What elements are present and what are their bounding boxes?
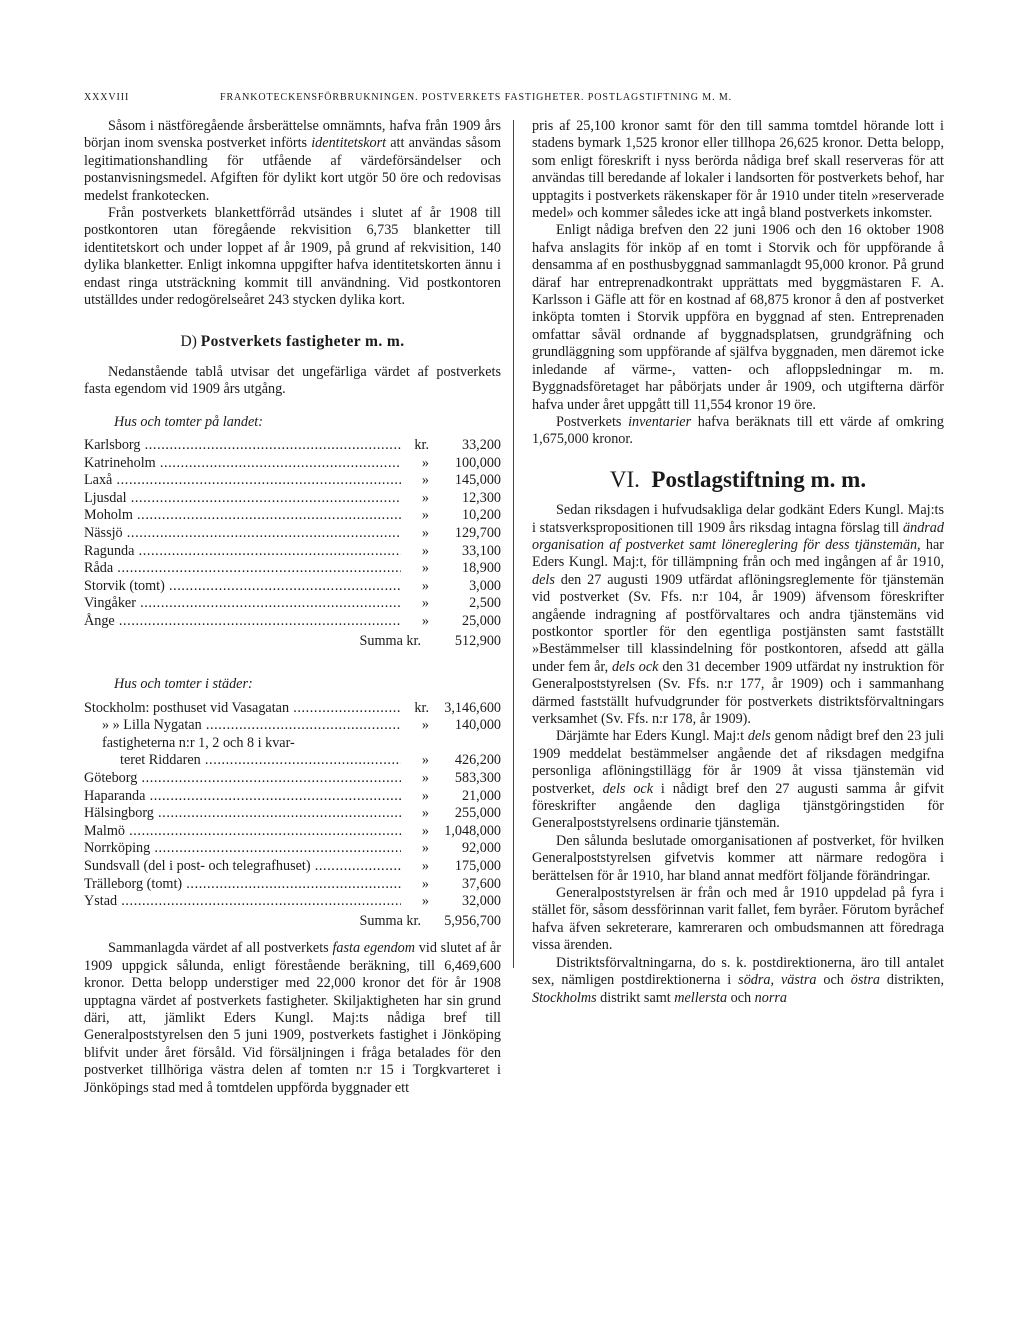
left-column [84, 118, 501, 1097]
property-value: 10,200 [461, 507, 501, 524]
urban-list-title: Hus och tomter i städer: [114, 676, 253, 693]
currency-unit: » [421, 805, 429, 822]
property-value: 3,000 [469, 577, 501, 594]
section-d-heading: D) Postverkets fastigheter m. m. [180, 333, 405, 351]
property-name: Katrineholm ..... [84, 455, 401, 473]
currency-unit: kr. [414, 437, 429, 454]
property-name: Norrköping ..... [84, 840, 401, 858]
currency-unit: » [421, 613, 429, 630]
table-row [84, 840, 501, 858]
paragraph-price: pris af 25,100 kronor samt för den till samma tomtdel hörande lott i stadens bymark 1,525 kronor eller tillhopa 26,625 kronor. Detta belopp, som enligt föreskrift i nyss berörda nådiga bref skall reserveras för att användas till beredande af lokaler i landsorten för postverkets behof, har upptagits i postverkets räkenskaper för år 1910 under titeln »reserverade medel» och kommer således icke att ingå bland postverkets inkomster. [532, 118, 944, 222]
property-name: Ystad ..... [84, 893, 401, 911]
property-name: Ånge ..... [84, 613, 401, 631]
currency-unit: » [421, 560, 429, 577]
currency-unit: » [421, 595, 429, 612]
paragraph-changes: Den sålunda beslutade omorganisationen af postverket, för hvilken Generalpoststyrelsen gifvetvis kommer att närmare redogöra i berättelsen för år 1910, har bland annat medfört följande förändringar. [532, 832, 944, 884]
currency-unit: » [421, 507, 429, 524]
property-value: 25,000 [461, 613, 501, 630]
table-row [84, 770, 501, 788]
paragraph-additional: Därjämte har Eders Kungl. Maj:t dels genom nådigt bref den 23 juli 1909 meddelat bestämmelser angående det af riksdagen medgifna personliga aflöningstillägg för år 1909 åt vissa tjänstemän vid postverket, dels ock i nådigt bref den 27 augusti samma år gifvit föreskrifter angående den dagliga tjänstgöringstiden för Generalpoststyrelsens ordinarie tjänstemän. [532, 728, 945, 832]
table-row: » » Lilla Nygatan ..... » 140,000 [84, 717, 501, 735]
property-value: 21,000 [461, 787, 501, 804]
table-row [84, 490, 501, 508]
property-name: Sundsvall (del i post- och telegrafhuset) ..... [84, 858, 401, 876]
table-row [84, 876, 501, 894]
property-value: 37,600 [461, 875, 501, 892]
currency-unit: » [421, 840, 429, 857]
property-name: Haparanda ..... [84, 788, 401, 806]
table-row [84, 578, 501, 596]
section-titles: FRANKOTECKENSFÖRBRUKNINGEN. POSTVERKETS FASTIGHETER. POSTLAGSTIFTNING M. M. [220, 92, 733, 103]
currency-unit: » [421, 489, 429, 506]
column-divider [513, 120, 514, 968]
property-name: Göteborg ..... [84, 770, 401, 788]
table-row [84, 472, 501, 490]
paragraph-inventory: Postverkets inventarier hafva beräknats till ett värde af omkring 1,675,000 kronor. [532, 413, 944, 448]
property-value: 33,200 [461, 437, 501, 454]
table-row [84, 437, 501, 455]
property-value: 12,300 [461, 489, 501, 506]
rural-list-title: Hus och tomter på landet: [114, 413, 263, 430]
table-row: Stockholm: posthuset vid Vasagatan ..... kr. 3,146,600 [84, 700, 501, 718]
property-value: 33,100 [461, 542, 501, 559]
paragraph-identity-cards: Såsom i nästföregående årsberättelse omnämnts, hafva från 1909 års början inom svenska postverket införts identitetskort att användas såsom legitimationshandling för utfående af värdeförsändelser och postanvisningsmedel. Afgiften för dylikt kort utgör 50 öre och redovisas medelst frankotecken. [84, 118, 502, 204]
property-name: Råda ..... [84, 560, 401, 578]
property-value: 175,000 [454, 857, 501, 874]
table-row [84, 823, 501, 841]
property-value: 129,700 [454, 525, 501, 542]
table-row [84, 858, 501, 876]
table-row: teret Riddaren ..... » 426,200 [84, 752, 501, 770]
table-row [84, 788, 501, 806]
property-value: 32,000 [461, 893, 501, 910]
property-value: 1,048,000 [444, 822, 501, 839]
property-name: Trälleborg (tomt) ..... [84, 876, 401, 894]
table-row [84, 507, 501, 525]
property-name: Ragunda ..... [84, 543, 401, 561]
property-value: 18,900 [461, 560, 501, 577]
currency-unit: » [421, 787, 429, 804]
currency-unit: » [421, 893, 429, 910]
urban-total-row: Summa kr. 5,956,700 [359, 912, 501, 929]
table-row [84, 455, 501, 473]
table-row [84, 893, 501, 911]
paragraph-districts: Distriktsförvaltningarna, do s. k. postdirektionerna, äro till antalet sex, nämligen postdirektionerna i södra, västra och östra distrikten, Stockholms distrikt samt mellersta och norra [532, 954, 944, 1006]
currency-unit: » [421, 525, 429, 542]
property-name: Malmö ..... [84, 823, 401, 841]
paragraph-storvik: Enligt nådiga brefven den 22 juni 1906 och den 16 oktober 1908 hafva anslagits för inköp af en tomt i Storvik och för uppförande å densamma af en posthusbyggnad sammanlagdt 95,000 kronor. På grund däraf har entreprenadkontrakt upprättats med byggmästaren F. A. Karlsson i Gäfle att för en kostnad af 68,875 kronor å den af postverket inköpta tomten i Storvik uppföra en byggnad af sten. Entreprenaden omfattar såväl ordnande af byggnadsplatsen, grundgräfning och grundläggning som uppförande af själfva byggnaden, men däremot icke inledande af värme-, vatten- och afloppsledningar m. m. Byggnadsföretaget har påbörjats under år 1909, och utgifterna därför hafva under året uppgått till 11,554 kronor 19 öre. [532, 222, 944, 413]
table-row [84, 805, 501, 823]
property-value: 255,000 [454, 805, 501, 822]
table-row [84, 525, 501, 543]
property-name: Storvik (tomt) ..... [84, 578, 401, 596]
currency-unit: » [421, 577, 429, 594]
section-vi-heading: VI. Postlagstiftning m. m. [609, 466, 867, 492]
urban-property-table [84, 700, 501, 931]
currency-unit: » [421, 770, 429, 786]
table-row [84, 595, 501, 613]
table-row [84, 543, 501, 561]
rural-total-row: Summa kr. 512,900 [359, 632, 501, 649]
page-number: XXXVIII [84, 92, 130, 103]
paragraph-blanks: Från postverkets blankettförråd utsändes i slutet af år 1908 till postkontoren utan föregående rekvisition 6,735 blanketter till identitetskort och under loppet af år 1909, på grund af rekvisition, 140 dylika blanketter. Enligt inkomna uppgifter hafva identitetskorten ännu i endast ringa utsträckning kommit till användning. Vid postkontoren utställdes under redogörelseåret 243 stycken dylika kort. [84, 205, 501, 309]
currency-unit: » [421, 472, 429, 489]
property-name: Hälsingborg ..... [84, 805, 401, 823]
property-value: 583,300 [454, 770, 501, 786]
paragraph-reorganisation: Sedan riksdagen i hufvudsakliga delar godkänt Eders Kungl. Maj:ts i statsverkspropositionen till 1909 års riksdag intagna förslag till ändrad organisation af postverket samt lönereglering för dess tjänstemän, har Eders Kungl. Maj:t, för tillämpning från och med ingången af år 1910, dels den 27 augusti 1909 utfärdat aflöningsreglemente för tjänstemän vid postverket (Sv. Ffs. n:r 104, år 1909) äfvensom föreskrifter angående indragning af postförvaltares och andra tjänstemäns vid postkontor sportler för den egentliga postjänsten samt fastställt »Bestämmelser till klassindelning för postkontoren, afsedd att gälla under fem år, dels ock den 31 december 1909 utfärdat ny instruktion för Generalpoststyrelsen (Sv. Ffs. n:r 177, år 1909) och i sammanhang därmed fastställt hufvudgrunder för postverkets distriktsförvaltningars verksamhet (Sv. Ffs. n:r 178, år 1909). [532, 502, 945, 727]
property-value: 92,000 [461, 840, 501, 857]
property-name: Karlsborg ..... [84, 437, 401, 455]
property-name: Nässjö ..... [84, 525, 401, 543]
currency-unit: » [421, 857, 429, 874]
table-row [84, 613, 501, 631]
table-row: fastigheterna n:r 1, 2 och 8 i kvar- [102, 734, 295, 751]
paragraph-table-intro: Nedanstående tablå utvisar det ungefärliga värdet af postverkets fasta egendom vid 1909 års utgång. [84, 363, 501, 398]
property-name: Moholm ..... [84, 507, 401, 525]
table-row [84, 560, 501, 578]
property-name: Laxå ..... [84, 472, 401, 490]
rural-property-table [84, 437, 501, 631]
right-column [532, 118, 944, 1007]
paragraph-total-value: Sammanlagda värdet af all postverkets fasta egendom vid slutet af år 1909 uppgick sålunda, enligt förestående beräkning, till 6,469,600 kronor. Detta belopp understiger med 22,000 kronor det för år 1908 upptagna värdet af postverkets fastigheter. Skiljaktigheten har sin grund däri, att, jämlikt Eders Kungl. Maj:ts nådiga bref till Generalpoststyrelsen den 5 juni 1909, postverkets fastighet i Jönköping blifvit under året försåld. Vid försäljningen i fråga betalades för den postverket tillhöriga västra delen af tomten n:r 15 i Torgkvarteret i Jönköpings stad med å tomtdelen uppförda byggnader ett [84, 940, 501, 1096]
currency-unit: » [421, 822, 429, 839]
currency-unit: » [421, 542, 429, 559]
property-name: Ljusdal ..... [84, 490, 401, 508]
property-value: 2,500 [469, 595, 501, 612]
paragraph-bureaus: Generalpoststyrelsen är från och med år 1910 uppdelad på fyra i stället för, såsom dessförinnan varit fallet, fem byråer. Förutom byråchef hafva äfven sekreterare, kamreraren och ombudsmannen att föredraga vissa ärenden. [532, 885, 944, 954]
property-value: 145,000 [454, 472, 501, 489]
currency-unit: » [421, 875, 429, 892]
property-value: 100,000 [454, 454, 501, 471]
currency-unit: » [421, 454, 429, 471]
property-name: Vingåker ..... [84, 595, 401, 613]
